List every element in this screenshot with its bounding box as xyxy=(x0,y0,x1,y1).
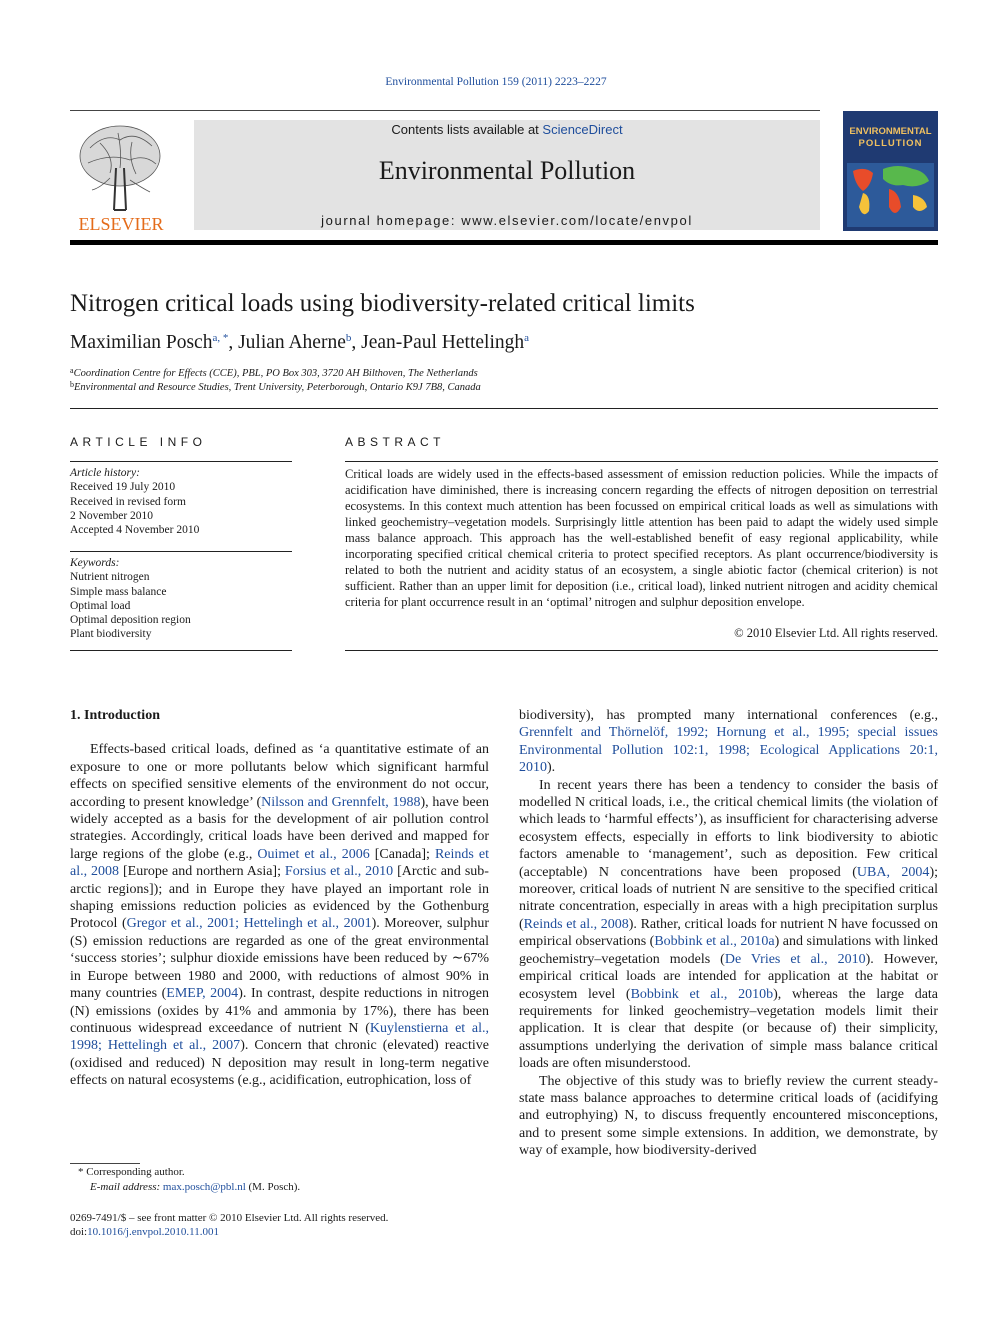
paragraph-text: [Europe and northern Asia]; xyxy=(119,864,285,880)
article-info-rule xyxy=(70,461,292,462)
article-title: Nitrogen critical loads using biodiversity-related critical limits xyxy=(70,290,695,317)
paragraph xyxy=(519,777,938,1073)
article-info-rule xyxy=(70,551,292,552)
author-affiliation-marker[interactable]: b xyxy=(345,332,352,344)
paragraph-text: In recent years there has been a tendency to consider the basis of modelled N critical loads, i.e., the critical chemical limits (the violation of which leads to ‘harmful effects’), as insufficient for characterising adverse ecosystem effects, especially in efforts to link biodiversity to abiotic factors amenable to ‘management’, such as deposition. Few critical (acceptable) N concentrations have been proposed ( xyxy=(519,777,938,880)
paragraph-text: ). xyxy=(547,760,556,776)
issn-line: 0269-7491/$ – see front matter © 2010 Elsevier Ltd. All rights reserved. xyxy=(70,1212,389,1224)
history-item: Accepted 4 November 2010 xyxy=(70,524,200,537)
email-note: E-mail address: max.posch@pbl.nl (M. Posch). xyxy=(90,1181,301,1193)
keyword: Nutrient nitrogen xyxy=(70,571,150,584)
keyword: Plant biodiversity xyxy=(70,628,152,641)
abstract-text: Critical loads are widely used in the effects-based assessment of emission reduction policies. While the impacts of acidification have diminished, there is increasing concern regarding the effects of nitrogen deposition on terrestrial ecosystems. In this context much attention has been focussed on empirical critical loads as well as simulations with linked geochemistry–vegetation models. Surprisingly little attention has been paid to adapt the widely used simple mass balance approach. This approach has the well-established benefit of easy regional applicability, while incorporating specified critical chemical criteria to protect specified receptors. As plant occurrence/biodiversity is related to both the nutrient and acidity status of an ecosystem, a single abiotic factor (chemical criterion) is not sufficient. Rather than an upper limit for deposition (i.e., critical load), linked nutrient nitrogen and acidity chemical criteria for plant occurrence result in an ‘optimal’ nitrogen and sulphur deposition envelope. xyxy=(345,467,938,609)
affiliation: $^b$Environmental and Resource Studies, Trent University, Peterborough, Ontario K9J 7B8, Canada xyxy=(70,380,481,393)
paragraph-text: The objective of this study was to briefly review the current steady-state mass balance approaches to determine critical loads of (acidifying and eutrophying) N, to discuss frequently encountered misconceptions, and to present some simple extensions. In addition, we demonstrate, by way of example, how biodiversity-derived xyxy=(519,1073,938,1159)
affiliation-rule xyxy=(70,408,938,409)
journal-cover xyxy=(843,111,938,231)
journal-homepage[interactable]: journal homepage: www.elsevier.com/locate/envpol xyxy=(321,213,693,228)
citation-link[interactable]: Nilsson and Grennfelt, 1988 xyxy=(261,794,421,810)
cover-map-icon xyxy=(843,111,938,231)
paragraph xyxy=(519,1073,938,1160)
author-affiliation-marker[interactable]: a, * xyxy=(212,332,229,344)
header-thick-rule xyxy=(70,240,938,245)
author-name[interactable]: Jean-Paul Hettelingh xyxy=(361,332,525,353)
body-column-right xyxy=(519,707,938,1160)
cover-title-line-2: POLLUTION xyxy=(858,138,923,149)
paragraph-text: Effects-based critical loads, defined as ‘a quantitative estimate of an exposure to one or more pollutants below which significant harmful effects on specified sensitive elements of the environment do not occur, according to present knowledge’ ( xyxy=(70,742,489,810)
citation-link[interactable]: Reinds et al., 2008 xyxy=(70,846,489,880)
journal-citation[interactable]: Environmental Pollution 159 (2011) 2223–2227 xyxy=(385,76,607,88)
contents-line: Contents lists available at ScienceDirect xyxy=(391,122,623,137)
author-name[interactable]: Maximilian Posch xyxy=(70,332,213,353)
paragraph xyxy=(70,741,489,1089)
article-info-heading: ARTICLE INFO xyxy=(70,435,207,449)
citation-link[interactable]: Reinds et al., 2008 xyxy=(523,916,629,932)
citation-link[interactable]: Kuylenstierna et al., 1998; Hettelingh et al., 2007 xyxy=(70,1020,489,1054)
citation-link[interactable]: UBA, 2004 xyxy=(856,864,930,880)
paragraph-text: [Canada]; xyxy=(369,846,435,862)
paragraph-text: biodiversity), has prompted many international conferences (e.g., xyxy=(519,708,938,723)
citation-link[interactable]: Forsius et al., 2010 xyxy=(284,864,394,880)
journal-banner xyxy=(194,120,820,230)
citation-link[interactable]: Bobbink et al., 2010a xyxy=(654,934,775,950)
footnote-rule xyxy=(70,1163,140,1164)
paragraph-text: [Arctic and sub-arctic regions]); and in Europe they have played an important role in shaping emissions reduction policies as evidenced by the Gothenburg Protocol ( xyxy=(70,864,489,932)
keyword: Optimal load xyxy=(70,599,131,612)
author-name[interactable]: Julian Aherne xyxy=(238,332,346,353)
paragraph-text: ) and simulations with linked geochemistry–vegetation models ( xyxy=(519,934,938,967)
section-heading: 1. Introduction xyxy=(70,708,160,723)
header-rule xyxy=(70,110,820,111)
article-info-rule xyxy=(70,650,292,651)
abstract-rule xyxy=(345,461,938,462)
body-column-left xyxy=(70,707,489,1090)
abstract-heading: ABSTRACT xyxy=(345,435,446,449)
paragraph-text: ), have been widely accepted as a basis for the development of air pollution control strategies. Accordingly, critical loads have been derived and mapped for large regions of the globe (e.g., xyxy=(70,794,489,862)
paragraph-text: ). Concern that chronic (elevated) reactive (oxidised and reduced) N deposition may result in long-term negative effects on natural ecosystems (e.g., acidification, eutrophication, loss of xyxy=(70,1038,489,1089)
citation-link[interactable]: EMEP, 2004 xyxy=(166,986,239,1002)
paragraph-text: ). Rather, critical loads for nutrient N have focussed on empirical observations ( xyxy=(519,916,938,950)
citation-link[interactable]: Ouimet et al., 2006 xyxy=(257,846,370,862)
history-item: Received in revised form xyxy=(70,495,186,508)
elsevier-logo xyxy=(70,118,172,236)
paragraph-text: ); moreover, critical loads of nutrient N are sensitive to the specified critical nitrate concentration, especially in areas with a high precipitation surplus ( xyxy=(519,864,938,932)
abstract-rule xyxy=(345,650,938,651)
paragraph-text: ). However, empirical critical loads are intended for application at the habitat or ecosystem level ( xyxy=(519,951,938,1002)
abstract-copyright: © 2010 Elsevier Ltd. All rights reserved. xyxy=(734,626,938,640)
email-link[interactable]: max.posch@pbl.nl xyxy=(162,1181,246,1193)
affiliation: $^a$Coordination Centre for Effects (CCE), PBL, PO Box 303, 3720 AH Bilthoven, The Netherlands xyxy=(70,366,478,379)
journal-name: Environmental Pollution xyxy=(378,156,636,185)
elsevier-tree-icon xyxy=(70,118,172,236)
sciencedirect-link[interactable]: ScienceDirect xyxy=(542,122,623,137)
keyword: Optimal deposition region xyxy=(70,614,191,627)
article-history: Article history: Received 19 July 2010 Received in revised form 2 November 2010 Accepted 4 November 2010 xyxy=(70,466,292,537)
doi-link[interactable]: 10.1016/j.envpol.2010.11.001 xyxy=(87,1226,220,1238)
doi-line: doi:10.1016/j.envpol.2010.11.001 xyxy=(70,1226,220,1238)
citation-link[interactable]: Gregor et al., 2001; Hettelingh et al., 2001 xyxy=(126,916,372,932)
svg-text:ELSEVIER: ELSEVIER xyxy=(78,214,164,234)
citation-link[interactable]: Bobbink et al., 2010b xyxy=(630,986,774,1002)
citation-link[interactable]: De Vries et al., 2010 xyxy=(724,951,866,967)
author-list: Maximilian Posch$^{a, *}$, Julian Aherne$^b$, Jean-Paul Hettelingh$^a$ xyxy=(70,332,529,353)
corresponding-author-note: * Corresponding author. xyxy=(78,1166,185,1178)
keyword: Simple mass balance xyxy=(70,585,167,598)
history-item: 2 November 2010 xyxy=(70,509,154,522)
paragraph xyxy=(519,707,938,777)
citation-link[interactable]: Grennfelt and Thörnelöf, 1992; Hornung et al., 1995; special issues Environmental Pollution 102:1, 1998; Ecological Applications 20:1, 2010 xyxy=(519,725,938,776)
author-affiliation-marker[interactable]: a xyxy=(524,332,529,344)
cover-title-line-1: ENVIRONMENTAL xyxy=(849,126,932,137)
paragraph-text: ), whereas the large data requirements for linked geochemistry–vegetation models limit their application. It is clear that despite (or because of) their simplicity, assumptions underlying the derivation of simple mass balance critical loads are often misunderstood. xyxy=(519,986,939,1072)
history-item: Received 19 July 2010 xyxy=(70,481,176,494)
paragraph-text: ). In contrast, despite reductions in nitrogen (N) emissions (oxides by 41% and ammonia by 17%), there has been continuous widespread exceedance of nutrient N ( xyxy=(70,986,489,1036)
paragraph-text: ). Moreover, sulphur (S) emission reductions are regarded as one of the great environmental ‘success stories’; sulphur dioxide emissions have been reduced by ∼67% in Europe between 1980 and 2000, with reductions of almost 90% in many countries ( xyxy=(70,916,489,1002)
keywords: Keywords: Nutrient nitrogen Simple mass balance Optimal load Optimal deposition region Plant biodiversity xyxy=(70,556,292,642)
